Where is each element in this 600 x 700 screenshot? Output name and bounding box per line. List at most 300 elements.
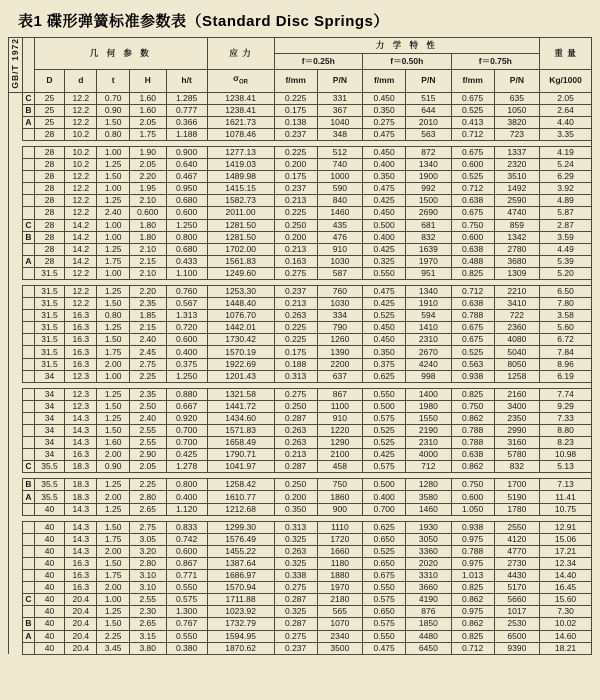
table-row — [9, 606, 592, 618]
cell-ht: 0.700 — [166, 437, 207, 449]
cell-sigma: 2011.00 — [207, 207, 274, 219]
cell-f3: 0.750 — [451, 400, 494, 412]
cell-ht: 0.640 — [166, 159, 207, 171]
table-row — [9, 159, 592, 171]
cell-p2: 1400 — [406, 388, 451, 400]
cell-sigma: 1076.70 — [207, 310, 274, 322]
cell-t: 0.80 — [97, 128, 129, 140]
cell-p2: 712 — [406, 461, 451, 473]
header-row-3 — [9, 70, 592, 92]
cell-p3: 8050 — [494, 358, 539, 370]
row-group-label — [23, 146, 35, 158]
cell-f3: 0.525 — [451, 346, 494, 358]
cell-p2: 3660 — [406, 582, 451, 594]
table-row — [9, 503, 592, 515]
cell-f2: 0.550 — [363, 267, 406, 279]
cell-f3: 0.600 — [451, 159, 494, 171]
cell-t: 1.75 — [97, 255, 129, 267]
row-group-label — [23, 183, 35, 195]
cell-ht: 0.380 — [166, 642, 207, 654]
cell-p2: 3050 — [406, 533, 451, 545]
cell-f3: 0.675 — [451, 334, 494, 346]
cell-D: 40 — [34, 582, 64, 594]
cell-f2: 0.575 — [363, 594, 406, 606]
cell-f1: 0.213 — [274, 449, 317, 461]
cell-f3: 0.712 — [451, 183, 494, 195]
cell-D: 28 — [34, 159, 64, 171]
cell-f3: 0.712 — [451, 128, 494, 140]
cell-D: 35.5 — [34, 479, 64, 491]
cell-t: 1.25 — [97, 479, 129, 491]
cell-p1: 348 — [317, 128, 362, 140]
cell-D: 34 — [34, 425, 64, 437]
cell-f1: 0.263 — [274, 545, 317, 557]
cell-w: 8.23 — [540, 437, 592, 449]
cell-w: 7.80 — [540, 298, 592, 310]
disc-spring-table — [8, 37, 592, 655]
row-group-label: C — [23, 92, 35, 104]
row-group-label — [23, 171, 35, 183]
table-row — [9, 630, 592, 642]
cell-p3: 2320 — [494, 159, 539, 171]
cell-f1: 0.338 — [274, 570, 317, 582]
cell-sigma: 1455.22 — [207, 545, 274, 557]
cell-f1: 0.225 — [274, 322, 317, 334]
cell-H: 2.10 — [129, 195, 166, 207]
cell-p2: 681 — [406, 219, 451, 231]
cell-f2: 0.550 — [363, 630, 406, 642]
cell-f3: 0.675 — [451, 322, 494, 334]
cell-f3: 0.675 — [451, 92, 494, 104]
cell-ht: 0.950 — [166, 183, 207, 195]
cell-H: 3.10 — [129, 570, 166, 582]
cell-p2: 594 — [406, 310, 451, 322]
row-group-label — [23, 642, 35, 654]
cell-t: 0.90 — [97, 104, 129, 116]
cell-sigma: 1212.68 — [207, 503, 274, 515]
cell-w: 2.05 — [540, 92, 592, 104]
cell-p2: 3360 — [406, 545, 451, 557]
table-row — [9, 310, 592, 322]
cell-p1: 1880 — [317, 570, 362, 582]
col-header-f025-pn: P/N — [317, 70, 362, 92]
table-row — [9, 491, 592, 503]
cell-f1: 0.225 — [274, 92, 317, 104]
cell-D: 31.5 — [34, 310, 64, 322]
cell-f1: 0.250 — [274, 219, 317, 231]
cell-H: 2.25 — [129, 479, 166, 491]
cell-ht: 0.720 — [166, 322, 207, 334]
cell-ht: 0.742 — [166, 533, 207, 545]
cell-f1: 0.263 — [274, 310, 317, 322]
table-row — [9, 219, 592, 231]
cell-p1: 1290 — [317, 437, 362, 449]
cell-p1: 1390 — [317, 346, 362, 358]
cell-p2: 4000 — [406, 449, 451, 461]
side-spacer — [9, 557, 23, 569]
cell-d: 12.2 — [65, 104, 97, 116]
cell-p1: 760 — [317, 285, 362, 297]
cell-t: 1.25 — [97, 606, 129, 618]
cell-H: 1.90 — [129, 146, 166, 158]
cell-w: 6.50 — [540, 285, 592, 297]
cell-ht: 1.250 — [166, 370, 207, 382]
cell-ht: 0.550 — [166, 630, 207, 642]
cell-f1: 0.287 — [274, 461, 317, 473]
row-group-label — [23, 370, 35, 382]
cell-p3: 2550 — [494, 521, 539, 533]
cell-sigma: 1238.41 — [207, 92, 274, 104]
row-group-label: B — [23, 231, 35, 243]
cell-p3: 2350 — [494, 412, 539, 424]
table-row — [9, 400, 592, 412]
cell-d: 14.3 — [65, 437, 97, 449]
cell-p3: 723 — [494, 128, 539, 140]
cell-t: 1.00 — [97, 231, 129, 243]
cell-H: 2.05 — [129, 116, 166, 128]
row-group-label — [23, 298, 35, 310]
weight-header: 重 量 — [540, 38, 592, 70]
cell-p1: 435 — [317, 219, 362, 231]
cell-f2: 0.550 — [363, 582, 406, 594]
table-row — [9, 618, 592, 630]
cell-w: 5.87 — [540, 207, 592, 219]
cell-p3: 1780 — [494, 503, 539, 515]
side-spacer — [9, 358, 23, 370]
cell-ht: 1.250 — [166, 219, 207, 231]
table-row — [9, 267, 592, 279]
cell-p3: 1258 — [494, 370, 539, 382]
row-group-label — [23, 582, 35, 594]
cell-f2: 0.575 — [363, 461, 406, 473]
cell-D: 40 — [34, 642, 64, 654]
table-row — [9, 425, 592, 437]
cell-d: 12.2 — [65, 183, 97, 195]
table-row — [9, 128, 592, 140]
table-row — [9, 370, 592, 382]
cell-p1: 910 — [317, 412, 362, 424]
cell-p2: 872 — [406, 146, 451, 158]
cell-t: 1.00 — [97, 219, 129, 231]
cell-sigma: 1576.49 — [207, 533, 274, 545]
table-row — [9, 358, 592, 370]
cell-t: 1.50 — [97, 298, 129, 310]
side-spacer — [9, 298, 23, 310]
cell-f2: 0.475 — [363, 183, 406, 195]
page-title: 表1 碟形弹簧标准参数表（Standard Disc Springs） — [18, 13, 389, 30]
cell-f3: 0.825 — [451, 388, 494, 400]
side-spacer — [9, 116, 23, 128]
cell-w: 10.02 — [540, 618, 592, 630]
cell-H: 1.75 — [129, 128, 166, 140]
cell-H: 2.90 — [129, 449, 166, 461]
cell-p2: 644 — [406, 104, 451, 116]
cell-w: 14.60 — [540, 630, 592, 642]
cell-d: 12.2 — [65, 116, 97, 128]
cell-f3: 0.525 — [451, 171, 494, 183]
cell-p3: 3410 — [494, 298, 539, 310]
cell-f2: 0.450 — [363, 146, 406, 158]
cell-ht: 0.567 — [166, 298, 207, 310]
cell-w: 2.87 — [540, 219, 592, 231]
cell-d: 16.3 — [65, 346, 97, 358]
cell-p1: 1460 — [317, 207, 362, 219]
cell-p2: 1410 — [406, 322, 451, 334]
cell-sigma: 1870.62 — [207, 642, 274, 654]
cell-d: 12.2 — [65, 267, 97, 279]
row-group-label: A — [23, 116, 35, 128]
table-row — [9, 461, 592, 473]
row-group-label: A — [23, 630, 35, 642]
cell-f3: 0.675 — [451, 146, 494, 158]
cell-d: 14.3 — [65, 412, 97, 424]
cell-t: 3.45 — [97, 642, 129, 654]
cell-w: 3.92 — [540, 183, 592, 195]
cell-f2: 0.650 — [363, 533, 406, 545]
cell-t: 1.75 — [97, 533, 129, 545]
row-group-label — [23, 243, 35, 255]
cell-p3: 1342 — [494, 231, 539, 243]
side-spacer — [9, 594, 23, 606]
cell-D: 28 — [34, 231, 64, 243]
cell-ht: 0.771 — [166, 570, 207, 582]
col-header-H: H — [129, 70, 166, 92]
side-spacer — [9, 92, 23, 104]
cell-H: 2.10 — [129, 243, 166, 255]
cell-t: 1.50 — [97, 171, 129, 183]
cell-ht: 1.285 — [166, 92, 207, 104]
side-spacer — [9, 642, 23, 654]
table-row — [9, 116, 592, 128]
cell-D: 40 — [34, 606, 64, 618]
cell-f1: 0.175 — [274, 171, 317, 183]
cell-D: 40 — [34, 533, 64, 545]
cell-f2: 0.650 — [363, 606, 406, 618]
cell-p1: 740 — [317, 159, 362, 171]
row-group-label — [23, 521, 35, 533]
cell-f2: 0.475 — [363, 642, 406, 654]
cell-f1: 0.325 — [274, 557, 317, 569]
cell-H: 2.15 — [129, 322, 166, 334]
cell-t: 0.80 — [97, 310, 129, 322]
header-row-1 — [9, 38, 592, 54]
cell-p1: 2200 — [317, 358, 362, 370]
cell-d: 10.2 — [65, 159, 97, 171]
cell-f1: 0.213 — [274, 298, 317, 310]
cell-f2: 0.500 — [363, 479, 406, 491]
cell-p1: 1180 — [317, 557, 362, 569]
cell-f1: 0.250 — [274, 400, 317, 412]
cell-p3: 832 — [494, 461, 539, 473]
cell-H: 2.80 — [129, 491, 166, 503]
cell-H: 0.600 — [129, 207, 166, 219]
cell-D: 40 — [34, 570, 64, 582]
cell-w: 6.72 — [540, 334, 592, 346]
cell-ht: 0.800 — [166, 479, 207, 491]
cell-t: 1.25 — [97, 285, 129, 297]
cell-f2: 0.425 — [363, 298, 406, 310]
cell-p2: 2190 — [406, 425, 451, 437]
row-group-label — [23, 425, 35, 437]
cell-p1: 1660 — [317, 545, 362, 557]
table-row — [9, 479, 592, 491]
cell-f1: 0.213 — [274, 243, 317, 255]
row-group-label — [23, 545, 35, 557]
cell-sigma: 1594.95 — [207, 630, 274, 642]
cell-f2: 0.625 — [363, 370, 406, 382]
cell-p1: 331 — [317, 92, 362, 104]
cell-p1: 637 — [317, 370, 362, 382]
cell-t: 1.50 — [97, 334, 129, 346]
cell-H: 2.75 — [129, 521, 166, 533]
cell-p2: 2010 — [406, 116, 451, 128]
cell-f3: 1.013 — [451, 570, 494, 582]
cell-d: 14.3 — [65, 425, 97, 437]
cell-f2: 0.450 — [363, 207, 406, 219]
cell-p2: 2020 — [406, 557, 451, 569]
cell-f3: 0.638 — [451, 243, 494, 255]
cell-f1: 0.188 — [274, 358, 317, 370]
cell-d: 20.4 — [65, 630, 97, 642]
cell-f1: 0.225 — [274, 334, 317, 346]
cell-sigma: 1321.58 — [207, 388, 274, 400]
side-spacer — [9, 425, 23, 437]
cell-t: 1.25 — [97, 503, 129, 515]
cell-D: 34 — [34, 370, 64, 382]
cell-H: 3.05 — [129, 533, 166, 545]
cell-w: 15.06 — [540, 533, 592, 545]
cell-H: 2.05 — [129, 159, 166, 171]
col-header-f050-fmm: f/mm — [363, 70, 406, 92]
cell-sigma: 1434.60 — [207, 412, 274, 424]
cell-p3: 3510 — [494, 171, 539, 183]
side-spacer — [9, 461, 23, 473]
cell-H: 2.80 — [129, 557, 166, 569]
cell-d: 20.4 — [65, 642, 97, 654]
cell-d: 12.2 — [65, 171, 97, 183]
side-spacer — [9, 231, 23, 243]
cell-D: 28 — [34, 207, 64, 219]
cell-f2: 0.375 — [363, 358, 406, 370]
cell-f1: 0.213 — [274, 195, 317, 207]
cell-f1: 0.138 — [274, 116, 317, 128]
cell-f3: 0.862 — [451, 412, 494, 424]
side-spacer — [9, 267, 23, 279]
cell-p2: 2670 — [406, 346, 451, 358]
cell-D: 40 — [34, 545, 64, 557]
cell-d: 12.3 — [65, 388, 97, 400]
side-spacer — [9, 104, 23, 116]
cell-sigma: 1299.30 — [207, 521, 274, 533]
cell-f2: 0.350 — [363, 171, 406, 183]
side-spacer — [9, 370, 23, 382]
table-row — [9, 285, 592, 297]
cell-p2: 1850 — [406, 618, 451, 630]
cell-f2: 0.450 — [363, 92, 406, 104]
cell-ht: 1.300 — [166, 606, 207, 618]
cell-p1: 1040 — [317, 116, 362, 128]
cell-f1: 0.287 — [274, 618, 317, 630]
cell-D: 25 — [34, 104, 64, 116]
cell-p1: 1220 — [317, 425, 362, 437]
cell-f3: 0.938 — [451, 370, 494, 382]
geometry-header: 几 何 参 数 — [34, 38, 207, 70]
cell-H: 1.60 — [129, 104, 166, 116]
cell-d: 16.3 — [65, 570, 97, 582]
cell-D: 31.5 — [34, 267, 64, 279]
cell-d: 16.3 — [65, 557, 97, 569]
cell-f3: 0.525 — [451, 104, 494, 116]
cell-D: 28 — [34, 146, 64, 158]
cell-ht: 0.880 — [166, 388, 207, 400]
cell-f2: 0.525 — [363, 310, 406, 322]
cell-D: 31.5 — [34, 334, 64, 346]
cell-w: 4.89 — [540, 195, 592, 207]
cell-H: 2.05 — [129, 461, 166, 473]
table-row — [9, 146, 592, 158]
row-group-label: B — [23, 618, 35, 630]
cell-H: 2.45 — [129, 346, 166, 358]
cell-p1: 910 — [317, 243, 362, 255]
table-row — [9, 92, 592, 104]
side-spacer — [9, 533, 23, 545]
cell-sigma: 1790.71 — [207, 449, 274, 461]
cell-ht: 0.467 — [166, 171, 207, 183]
sigma-symbol: σ — [233, 73, 239, 84]
cell-D: 34 — [34, 437, 64, 449]
cell-p3: 2730 — [494, 557, 539, 569]
side-spacer — [9, 630, 23, 642]
cell-t: 1.25 — [97, 388, 129, 400]
cell-f1: 0.275 — [274, 630, 317, 642]
cell-d: 16.3 — [65, 334, 97, 346]
cell-w: 4.19 — [540, 146, 592, 158]
cell-H: 2.40 — [129, 412, 166, 424]
cell-f3: 0.862 — [451, 594, 494, 606]
cell-f3: 0.750 — [451, 219, 494, 231]
cell-sigma: 1041.97 — [207, 461, 274, 473]
cell-d: 10.2 — [65, 146, 97, 158]
row-group-label — [23, 400, 35, 412]
side-spacer — [9, 491, 23, 503]
cell-f1: 0.237 — [274, 285, 317, 297]
cell-d: 14.2 — [65, 255, 97, 267]
cell-p3: 2990 — [494, 425, 539, 437]
cell-sigma: 1686.97 — [207, 570, 274, 582]
cell-p3: 4770 — [494, 545, 539, 557]
cell-p1: 2100 — [317, 449, 362, 461]
cell-H: 2.30 — [129, 606, 166, 618]
cell-w: 12.34 — [540, 557, 592, 569]
cell-w: 4.40 — [540, 116, 592, 128]
cell-p3: 5660 — [494, 594, 539, 606]
cell-t: 2.25 — [97, 630, 129, 642]
side-spacer — [9, 503, 23, 515]
cell-p1: 840 — [317, 195, 362, 207]
cell-p3: 3160 — [494, 437, 539, 449]
cell-w: 7.30 — [540, 606, 592, 618]
cell-ht: 0.433 — [166, 255, 207, 267]
cell-H: 2.10 — [129, 267, 166, 279]
cell-sigma: 1570.19 — [207, 346, 274, 358]
cell-ht: 0.600 — [166, 545, 207, 557]
table-row — [9, 346, 592, 358]
mechanics-header: 力 学 特 性 — [274, 38, 540, 54]
cell-D: 40 — [34, 618, 64, 630]
cell-f1: 0.263 — [274, 437, 317, 449]
cell-f1: 0.200 — [274, 159, 317, 171]
cell-f3: 0.825 — [451, 582, 494, 594]
